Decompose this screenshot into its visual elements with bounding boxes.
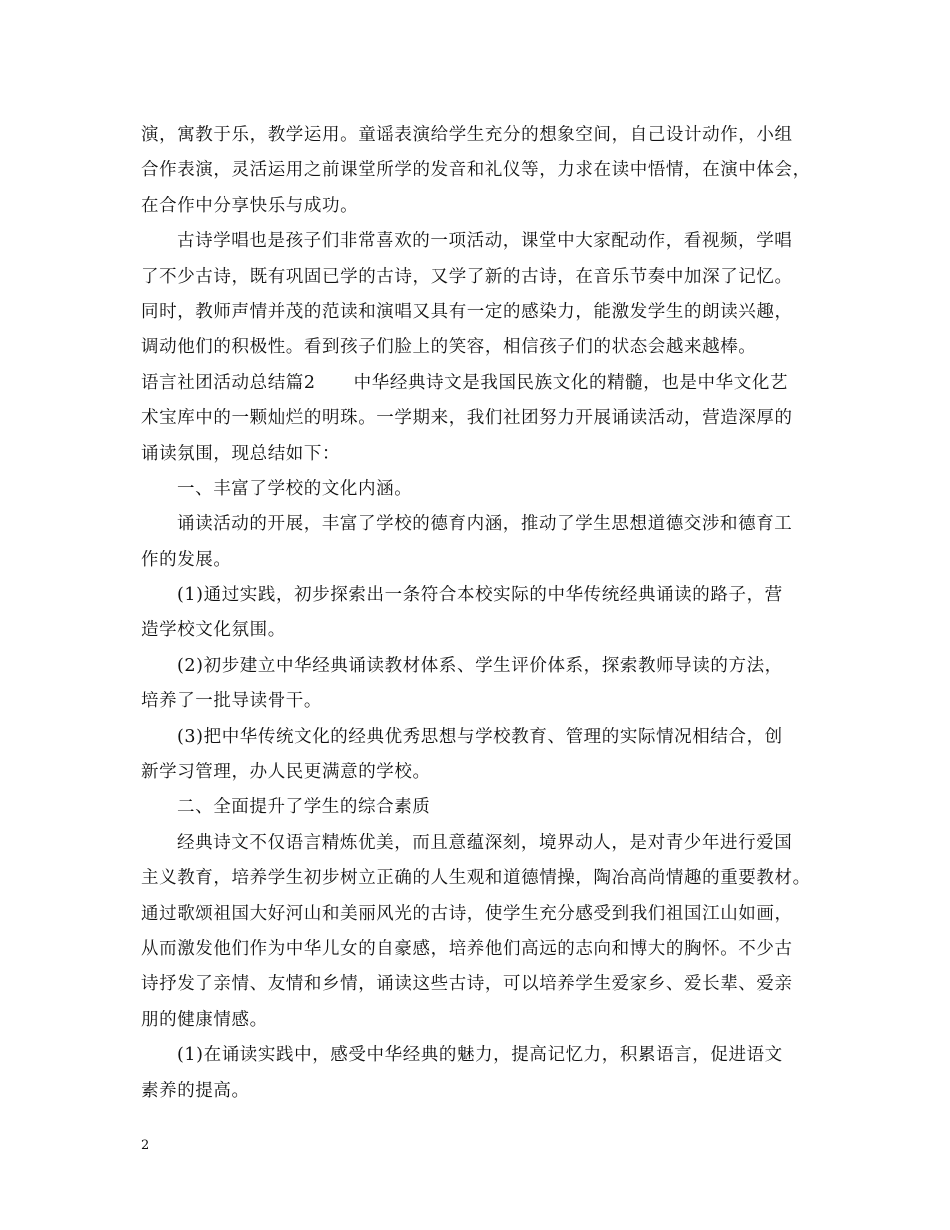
text-line-content: 同时，教师声情并茂的范读和演唱又具有一定的感染力，能激发学生的朗读兴趣， [141, 301, 793, 322]
text-line [141, 932, 831, 967]
text-line [141, 189, 831, 224]
text-line-content: 术宝库中的一颗灿烂的明珠。一学期来，我们社团努力开展诵读活动，营造深厚的 [141, 408, 793, 429]
text-line-content: 了不少古诗，既有巩固已学的古诗，又学了新的古诗，在音乐节奏中加深了记忆。 [141, 266, 793, 287]
text-line-content: 素养的提高。 [141, 1080, 250, 1101]
body-text [141, 118, 831, 1109]
text-line [141, 260, 831, 295]
text-line-content: (3)把中华传统文化的经典优秀思想与学校教育、管理的实际情况相结合，创 [177, 726, 783, 747]
text-line [141, 472, 831, 507]
text-line-content: 主义教育，培养学生初步树立正确的人生观和道德情操，陶冶高尚情趣的重要教材。 [141, 868, 811, 889]
text-line-content: 演，寓教于乐，教学运用。童谣表演给学生充分的想象空间，自己设计动作，小组 [141, 125, 793, 145]
text-line [141, 684, 831, 719]
text-line [141, 543, 831, 578]
text-line-content: 在合作中分享快乐与成功。 [141, 195, 359, 216]
text-line-content: 二、全面提升了学生的综合素质 [177, 797, 431, 818]
text-line [141, 790, 831, 825]
text-line [141, 578, 831, 613]
text-line [141, 366, 831, 401]
text-line [141, 507, 831, 542]
text-line-content: 从而激发他们作为中华儿女的自豪感，培养他们高远的志向和博大的胸怀。不少古 [141, 938, 793, 959]
text-line-content: 造学校文化氛围。 [141, 620, 286, 641]
text-line-content: 诗抒发了亲情、友情和乡情，诵读这些古诗，可以培养学生爱家乡、爱长辈、爱亲 [141, 974, 793, 995]
text-line-content: 新学习管理，办人民更满意的学校。 [141, 762, 431, 783]
text-line [141, 755, 831, 790]
text-line [141, 295, 831, 330]
text-line [141, 1074, 831, 1109]
text-line [141, 613, 831, 648]
text-line-content: 古诗学唱也是孩子们非常喜欢的一项活动，课堂中大家配动作，看视频，学唱 [177, 231, 793, 252]
page-number: 2 [141, 1138, 150, 1153]
text-line-content: 诵读氛围，现总结如下： [141, 443, 341, 464]
text-line [141, 649, 831, 684]
text-line [141, 1038, 831, 1073]
text-line-content: 一、丰富了学校的文化内涵。 [177, 478, 413, 499]
text-line [141, 401, 831, 436]
text-line [141, 1003, 831, 1038]
text-line [141, 118, 831, 153]
text-line-content: 诵读活动的开展，丰富了学校的德育内涵，推动了学生思想道德交涉和德育工 [177, 514, 793, 535]
text-line-content: (1)在诵读实践中，感受中华经典的魅力，提高记忆力，积累语言，促进语文 [177, 1045, 783, 1066]
text-line [141, 826, 831, 861]
text-line [141, 967, 831, 1002]
text-line [141, 153, 831, 188]
text-line-content: 语言社团活动总结篇2 [141, 372, 316, 393]
text-line-tail: 中华经典诗文是我国民族文化的精髓，也是中华文化艺 [353, 372, 789, 393]
text-line-content: 朋的健康情感。 [141, 1009, 268, 1030]
text-line [141, 437, 831, 472]
text-line [141, 330, 831, 365]
text-line [141, 861, 831, 896]
text-line [141, 897, 831, 932]
text-line [141, 720, 831, 755]
text-line-content: 作的发展。 [141, 549, 232, 570]
text-line-content: 培养了一批导读骨干。 [141, 691, 322, 712]
text-line-content: (1)通过实践，初步探索出一条符合本校实际的中华传统经典诵读的路子，营 [177, 585, 783, 606]
text-line-content: 经典诗文不仅语言精炼优美，而且意蕴深刻，境界动人，是对青少年进行爱国 [177, 832, 793, 853]
text-line-content: 通过歌颂祖国大好河山和美丽风光的古诗，使学生充分感受到我们祖国江山如画， [141, 903, 793, 924]
text-line-content: 调动他们的积极性。看到孩子们脸上的笑容，相信孩子们的状态会越来越棒。 [141, 337, 757, 358]
text-line [141, 224, 831, 259]
text-line-content: (2)初步建立中华经典诵读教材体系、学生评价体系，探索教师导读的方法， [177, 655, 783, 676]
text-line-content: 合作表演，灵活运用之前课堂所学的发音和礼仪等，力求在读中悟情，在演中体会， [141, 160, 811, 181]
